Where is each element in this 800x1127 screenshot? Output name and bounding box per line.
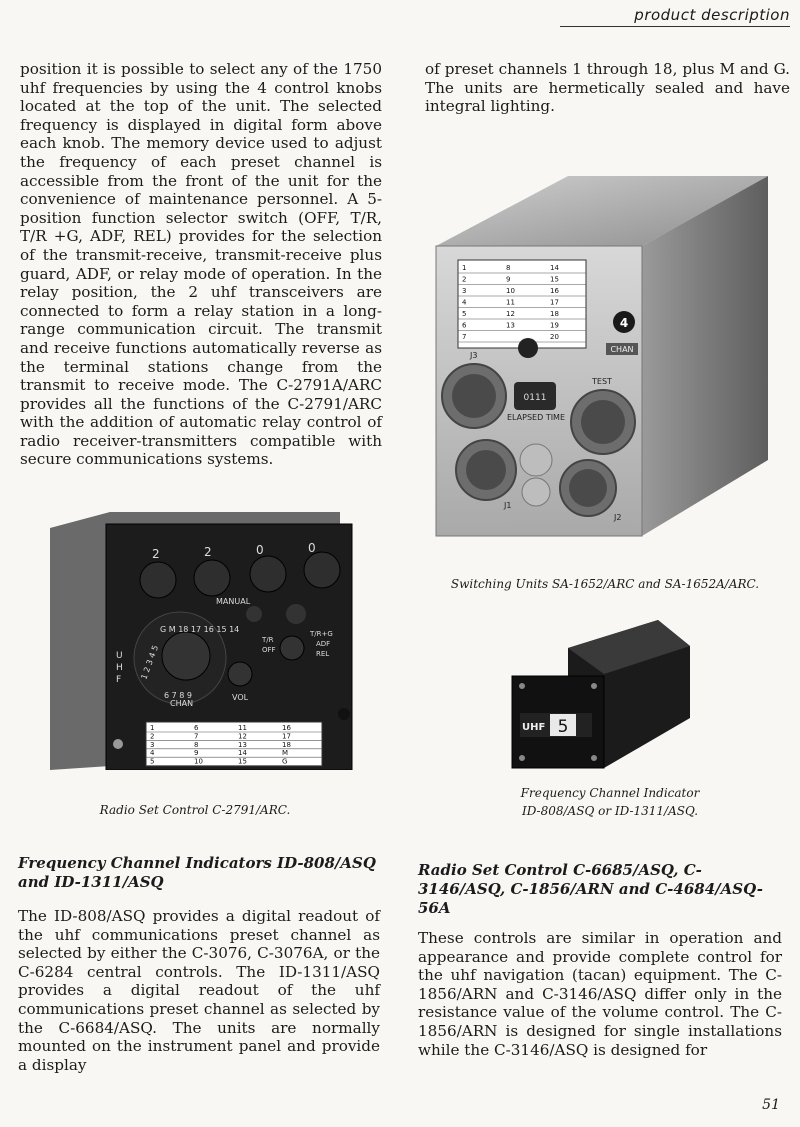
radio-card-cell: 7 <box>194 732 199 741</box>
vol-label: VOL <box>232 693 249 702</box>
mode-off: OFF <box>262 646 276 654</box>
radio-card-cell: 9 <box>194 749 199 758</box>
radio-card-cell: 12 <box>238 732 247 741</box>
test-label: TEST <box>592 377 612 386</box>
radio-card-cell: 8 <box>194 740 199 749</box>
radio-card-cell: 16 <box>282 724 291 732</box>
manual-label: MANUAL <box>216 597 251 606</box>
switch-card-cell: 5 <box>462 310 467 318</box>
radio-card-cell: G <box>282 757 288 766</box>
radio-card-cell: 13 <box>238 740 247 749</box>
mode-tr: T/R <box>262 636 274 644</box>
radio-card-cell: M <box>282 749 289 758</box>
section-heading-radio-set-control: Radio Set Control C-6685/ASQ, C-3146/ASQ, C-1856/ARN and C-4684/ASQ-56A <box>418 861 763 917</box>
switch-card-cell: 4 <box>462 298 467 307</box>
radio-card-cell: 18 <box>282 740 291 749</box>
mode-trg: T/R+G <box>310 630 333 638</box>
radio-card-cell: 6 <box>194 724 199 732</box>
section-heading-indicators: Frequency Channel Indicators ID-808/ASQ and ID-1311/ASQ <box>18 854 376 891</box>
j3-label: J3 <box>470 351 478 360</box>
radio-card-cell: 17 <box>282 732 291 741</box>
chan-label: CHAN <box>170 699 194 708</box>
radio-card-cell: 1 <box>150 724 155 732</box>
indicator-caption-line1: Frequency Channel Indicator <box>520 786 700 800</box>
switch-card-cell: 20 <box>550 333 559 341</box>
uhf-label-f: F <box>116 675 122 685</box>
j1-label: J1 <box>504 501 512 510</box>
indicator-digit: 5 <box>557 717 569 737</box>
switch-card-cell: 1 <box>462 264 467 272</box>
uhf-label-h: H <box>116 663 123 673</box>
switch-card-cell: 8 <box>506 264 511 272</box>
body-text-indicators: The ID-808/ASQ provides a digital readout of the uhf communications preset channel as selected by either the C-3076, C-3076A, or the C-6284 central controls. The ID-1311/ASQ provides a digital readout of the uhf communications preset channel as selected by the C-6684/ASQ. The units are normally mounted on the instrument panel and provide a display <box>18 907 380 1074</box>
switch-card-cell: 9 <box>506 275 511 284</box>
switch-card-cell: 11 <box>506 298 515 307</box>
elapsed-time-label: ELAPSED TIME <box>506 413 566 422</box>
radio-card-cell: 11 <box>238 724 247 732</box>
body-text-column-1: position it is possible to select any of the 1750 uhf frequencies by using the 4 control knobs located at the top of the unit. The selected frequency is displayed in digital form above each knob. The memory device used to adjust the frequency of each preset channel is accessible from the front of the unit for the convenience of maintenance personnel. A 5-position function selector switch (OFF, T/R, T/R +G, ADF, REL) provides for the selection of the transmit-receive, transmit-receive plus guard, ADF, or relay mode of operation. In the relay position, the 2 uhf transceivers are connected to form a relay station in a long-range communication circuit. The transmit and receive functions automatically reverse as the terminal stations change from the transmit to receive mode. The C-2791A/ARC provides all the functions of the C-2791/ARC with the addition of automatic relay control of radio receiver-transmitters compatible with secure communications systems. <box>20 60 382 469</box>
switch-card-cell: 13 <box>506 321 515 330</box>
chan-dial-left: 1 2 3 4 5 <box>139 644 161 681</box>
switch-card-cell: 15 <box>550 275 559 284</box>
section-header: product description <box>560 6 790 27</box>
chan-label: CHAN <box>610 345 634 354</box>
radio-card-cell: 14 <box>238 749 247 758</box>
switch-card-cell: 19 <box>550 321 559 330</box>
mode-rel: REL <box>316 650 330 658</box>
body-text-radio-set-control: These controls are similar in operation and appearance and provide complete control for the uhf navigation (tacan) equipment. The C-1856/ARN and C-3146/ASQ differ only in the resistance value of the volume control. The C-1856/ARN is designed for single installations while the C-3146/ASQ is designed for <box>418 929 782 1059</box>
elapsed-counter: 0111 <box>523 393 547 403</box>
radio-card-cell: 5 <box>150 757 155 766</box>
body-text-column-2: of preset channels 1 through 18, plus M and G. The units are hermetically sealed and have integral lighting. <box>425 60 790 116</box>
switching-unit-caption: Switching Units SA-1652/ARC and SA-1652A/ARC. <box>450 577 760 591</box>
chan-dial-bottom: 6 7 8 9 <box>164 691 192 700</box>
switch-card-cell: 12 <box>506 310 515 318</box>
page-number: 51 <box>762 1097 780 1113</box>
chan-dial-top: G M 18 17 16 15 14 <box>160 625 240 634</box>
radio-card-cell: 3 <box>150 740 155 749</box>
indicator-uhf-label: UHF <box>522 722 546 733</box>
radio-set-control-photo <box>40 508 358 770</box>
switch-card-cell: 10 <box>506 287 515 295</box>
radio-card-cell: 15 <box>238 757 247 766</box>
switch-card-cell: 17 <box>550 298 559 307</box>
mode-adf: ADF <box>316 640 331 648</box>
switch-card-cell: 18 <box>550 310 559 318</box>
radio-card-cell: 2 <box>150 732 155 741</box>
radio-set-caption: Radio Set Control C-2791/ARC. <box>99 803 291 817</box>
j2-label: J2 <box>614 513 622 522</box>
switch-card-cell: 14 <box>550 264 559 272</box>
switch-card-cell: 2 <box>462 275 467 284</box>
freq-digit-3: 0 <box>256 543 264 557</box>
switch-card-cell: 6 <box>462 321 467 330</box>
freq-digit-1: 2 <box>152 547 160 561</box>
switch-card-cell: 3 <box>462 287 467 295</box>
switch-knob-label: 4 <box>619 316 629 330</box>
uhf-label-u: U <box>116 651 123 661</box>
radio-card-cell: 10 <box>194 757 203 766</box>
switch-card-cell: 7 <box>462 333 467 341</box>
radio-card-cell: 4 <box>150 749 155 758</box>
freq-digit-2: 2 <box>204 545 212 559</box>
frequency-indicator-photo <box>508 618 694 782</box>
switching-unit-photo <box>418 168 782 546</box>
indicator-caption-line2: ID-808/ASQ or ID-1311/ASQ. <box>521 804 699 818</box>
freq-digit-4: 0 <box>308 541 316 555</box>
switch-card-cell: 16 <box>550 287 559 295</box>
